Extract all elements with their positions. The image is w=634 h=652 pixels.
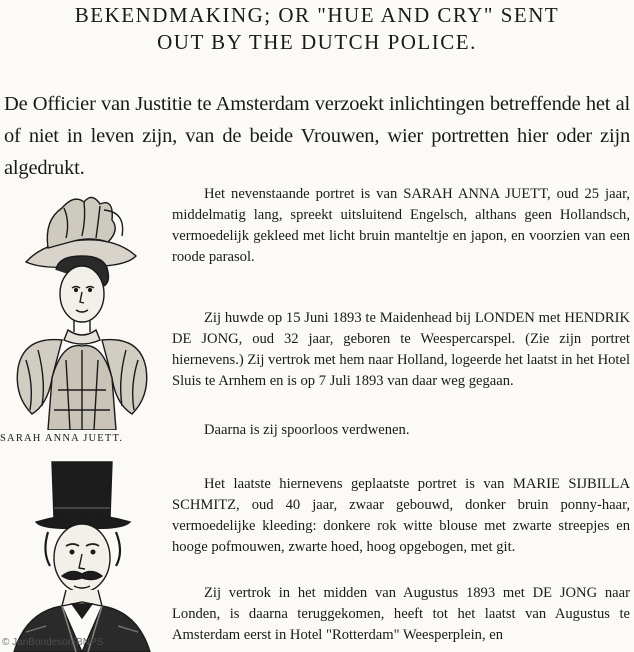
paragraph-marriage: [172, 308, 630, 392]
headline-line-2: OUT BY THE DUTCH POLICE.: [157, 30, 477, 54]
paragraph-4-text: Het laatste hiernevens geplaatste portret is van MARIE SIJBILLA SCHMITZ, oud 40 jaar, zwaar gebouwd, donker bruin ponny-haar, vermoedelijke kleeding: donkere rok witte blouse met zwarte streepjes en hooge pofmouwen, zwarte hoed, hoog opgebogen, met git.: [172, 476, 630, 555]
paragraph-marie-description: [172, 474, 630, 558]
headline-line-1: BEKENDMAKING; OR "HUE AND CRY" SENT: [74, 3, 560, 27]
headline: [0, 2, 634, 56]
lead-paragraph: De Officier van Justitie te Amsterdam verzoekt inlichtingen betreffende het al of niet in leven zijn, van de beide Vrouwen, wier portretten hier oder zijn algedrukt.: [4, 93, 630, 179]
paragraph-3-text: Daarna is zij spoorloos verdwenen.: [204, 422, 410, 438]
paragraph-5-text: Zij vertrok in het midden van Augustus 1893 met DE JONG naar Londen, is daarna teruggekomen, heeft tot het laatst van Augustus te Amsterdam eerst in Hotel "Rotterdam" Weesperplein, en: [172, 585, 630, 643]
photo-credit: © JanBondeson/BNPS: [2, 637, 104, 648]
man-portrait-illustration: [6, 456, 162, 652]
paragraph-disappeared: [172, 420, 630, 441]
paragraph-1-text: Het nevenstaande portret is van SARAH ANNA JUETT, oud 25 jaar, middelmatig lang, spreekt uitsluitend Engelsch, althans geen Hollandsch, vermoedelijk gekleed met licht bruin manteltje en japon, en voorzien van een roode parasol.: [172, 186, 630, 265]
woman-portrait-illustration: [4, 190, 162, 430]
paragraph-sarah-description: [172, 184, 630, 268]
portrait-caption: SARAH ANNA JUETT.: [0, 433, 124, 444]
paragraph-departure: [172, 583, 630, 646]
paragraph-2-text: Zij huwde op 15 Juni 1893 te Maidenhead bij LONDEN met HENDRIK DE JONG, oud 32 jaar, geboren te Weespercarspel. (Zie zijn portret hiernevens.) Zij vertrok met hem naar Holland, logeerde het laatst in het Hotel Sluis te Arnhem en is op 7 Juli 1893 van daar weg gegaan.: [172, 310, 630, 389]
